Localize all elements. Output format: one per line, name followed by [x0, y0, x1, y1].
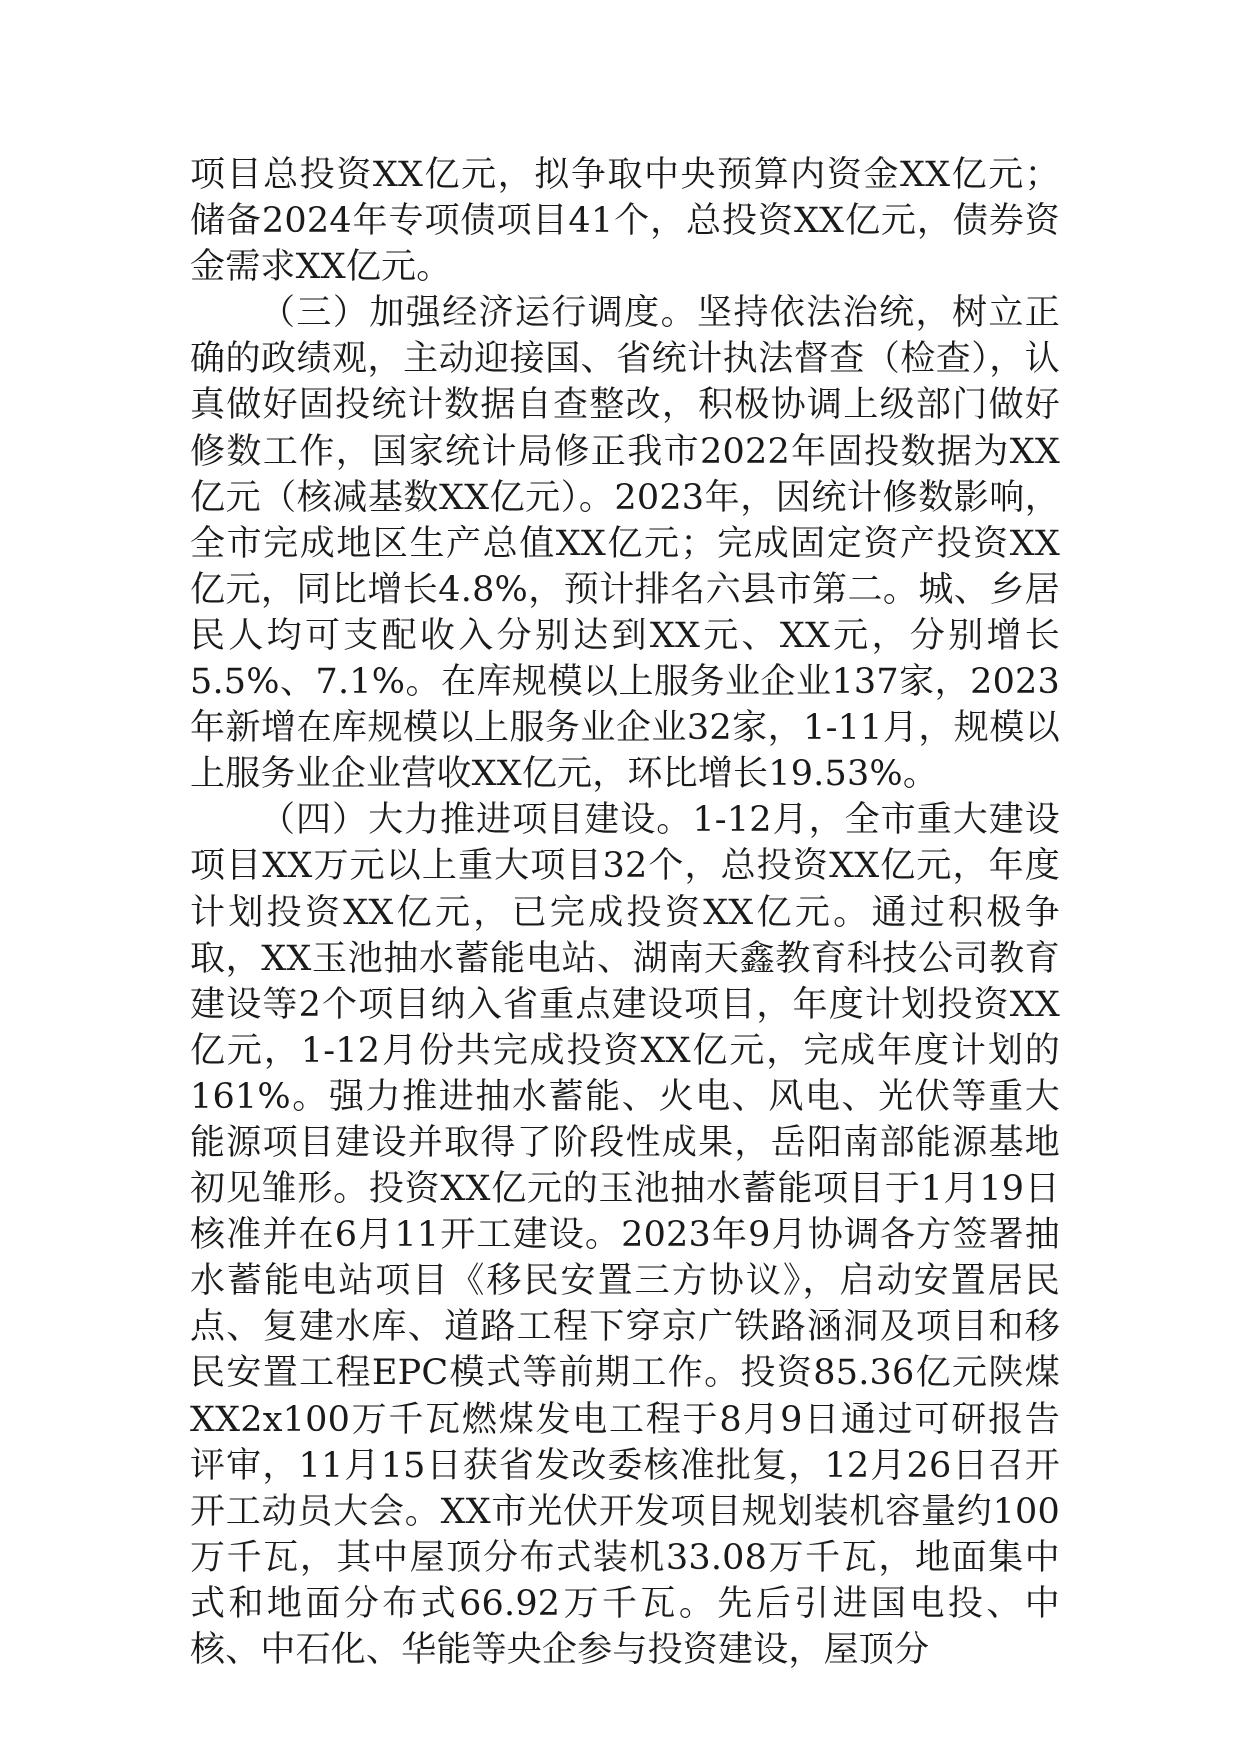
paragraph-economic-operation	[190, 290, 1060, 797]
section-heading-four: （四）大力推进项目建设。	[260, 800, 693, 841]
paragraph-text: 1-12月，全市重大建设项目XX万元以上重大项目32个，总投资XX亿元，年度计划投资XX亿元，已完成投资XX亿元。通过积极争取，XX玉池抽水蓄能电站、湖南天鑫教育科技公司教育建设等2个项目纳入省重点建设项目，年度计划投资XX亿元，1-12月份共完成投资XX亿元，完成年度计划的161%。强力推进抽水蓄能、火电、风电、光伏等重大能源项目建设并取得了阶段性成果，岳阳南部能源基地初见雏形。投资XX亿元的玉池抽水蓄能项目于1月19日核准并在6月11开工建设。2023年9月协调各方签署抽水蓄能电站项目《移民安置三方协议》，启动安置居民点、复建水库、道路工程下穿京广铁路涵洞及项目和移民安置工程EPC模式等前期工作。投资85.36亿元陕煤XX2x100万千瓦燃煤发电工程于8月9日通过可研报告评审，11月15日获省发改委核准批复，12月26日召开开工动员大会。XX市光伏开发项目规划装机容量约100万千瓦，其中屋顶分布式装机33.08万千瓦，地面集中式和地面分布式66.92万千瓦。先后引进国电投、中核、中石化、华能等央企参与投资建设，屋顶分	[190, 800, 1060, 1670]
paragraph-text: 项目总投资XX亿元，拟争取中央预算内资金XX亿元；储备2024年专项债项目41个，总投资XX亿元，债券资金需求XX亿元。	[190, 155, 1060, 288]
section-heading-three: （三）加强经济运行调度。	[260, 293, 698, 334]
document-body	[190, 152, 1060, 1673]
paragraph-project-investment	[190, 152, 1060, 290]
paragraph-project-construction	[190, 797, 1060, 1673]
paragraph-text: 坚持依法治统，树立正确的政绩观，主动迎接国、省统计执法督查（检查），认真做好固投统计数据自查整改，积极协调上级部门做好修数工作，国家统计局修正我市2022年固投数据为XX亿元（核减基数XX亿元）。2023年，因统计修数影响，全市完成地区生产总值XX亿元；完成固定资产投资XX亿元，同比增长4.8%，预计排名六县市第二。城、乡居民人均可支配收入分别达到XX元、XX元，分别增长5.5%、7.1%。在库规模以上服务业企业137家，2023年新增在库规模以上服务业企业32家，1-11月，规模以上服务业企业营收XX亿元，环比增长19.53%。	[190, 293, 1060, 795]
